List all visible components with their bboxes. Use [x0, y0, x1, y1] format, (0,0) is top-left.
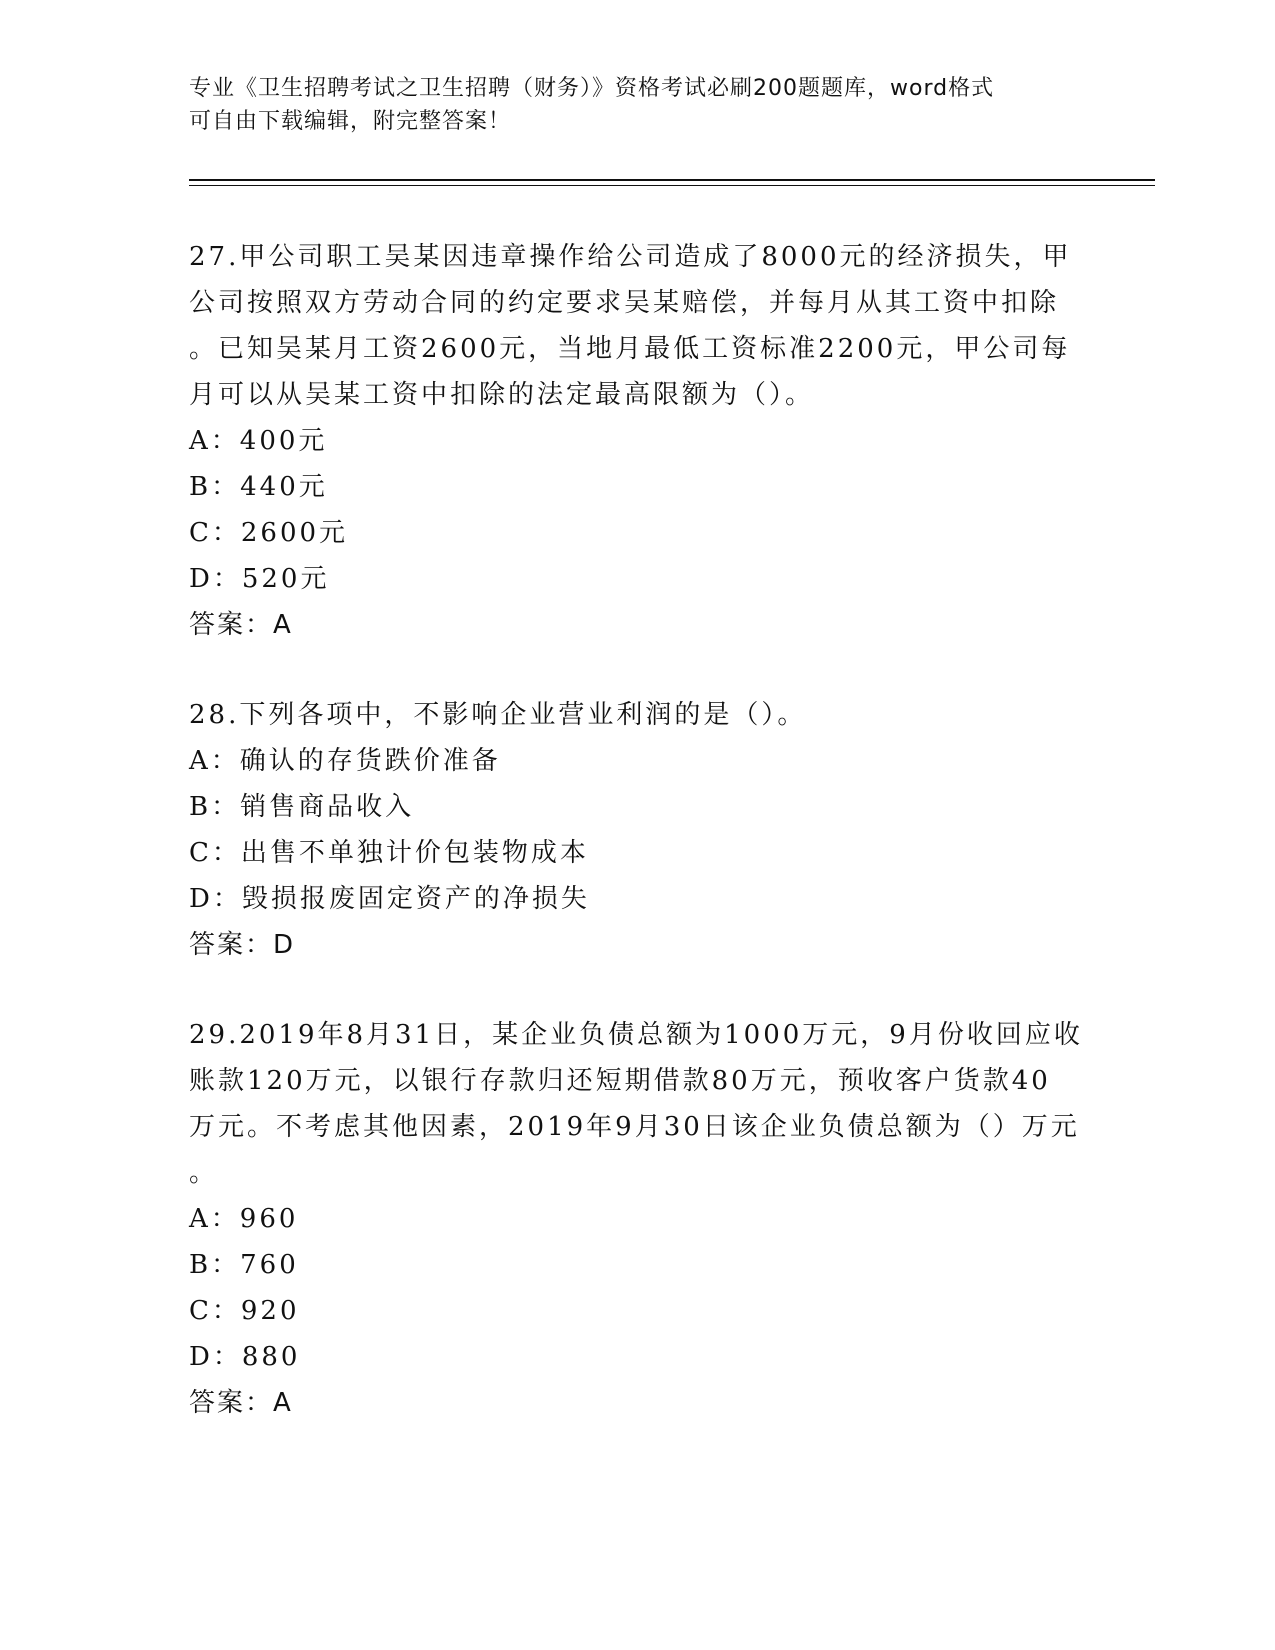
option-a: A：960 — [189, 1204, 299, 1234]
question-stem-line: 公司按照双方劳动合同的约定要求吴某赔偿，并每月从其工资中扣除 — [189, 288, 1060, 318]
header-divider-thin — [189, 185, 1155, 186]
option-d: D：520元 — [189, 564, 330, 594]
question-28 — [189, 692, 1089, 968]
document-header — [189, 72, 1069, 138]
question-29 — [189, 1012, 1089, 1426]
option-b: B：760 — [189, 1250, 299, 1280]
header-divider-thick — [189, 179, 1155, 181]
option-d: D：毁损报废固定资产的净损失 — [189, 884, 590, 914]
answer: 答案：D — [189, 930, 296, 960]
question-stem-line: 28.下列各项中，不影响企业营业利润的是（）。 — [189, 700, 807, 730]
header-line-1: 专业《卫生招聘考试之卫生招聘（财务）》资格考试必刷200题题库，word格式 — [189, 76, 995, 101]
question-stem-line: 。 — [189, 1158, 219, 1188]
answer: 答案：A — [189, 1388, 293, 1418]
question-stem-line: 29.2019年8月31日，某企业负债总额为1000万元，9月份收回应收 — [189, 1020, 1083, 1050]
option-c: C：出售不单独计价包装物成本 — [189, 838, 589, 868]
question-stem-line: 账款120万元，以银行存款归还短期借款80万元，预收客户货款40 — [189, 1066, 1051, 1096]
question-stem-line: 万元。不考虑其他因素，2019年9月30日该企业负债总额为（）万元 — [189, 1112, 1080, 1142]
option-b: B：440元 — [189, 472, 328, 502]
option-a: A：400元 — [189, 426, 328, 456]
option-d: D：880 — [189, 1342, 301, 1372]
option-a: A：确认的存货跌价准备 — [189, 746, 501, 776]
question-27 — [189, 234, 1089, 648]
option-c: C：2600元 — [189, 518, 349, 548]
answer: 答案：A — [189, 610, 293, 640]
option-b: B：销售商品收入 — [189, 792, 415, 822]
question-stem-line: 月可以从吴某工资中扣除的法定最高限额为（）。 — [189, 380, 815, 410]
question-stem-line: 27.甲公司职工吴某因违章操作给公司造成了8000元的经济损失，甲 — [189, 242, 1072, 272]
option-c: C：920 — [189, 1296, 300, 1326]
header-line-2: 可自由下载编辑，附完整答案！ — [189, 109, 512, 134]
question-stem-line: 。已知吴某月工资2600元，当地月最低工资标准2200元，甲公司每 — [189, 334, 1071, 364]
